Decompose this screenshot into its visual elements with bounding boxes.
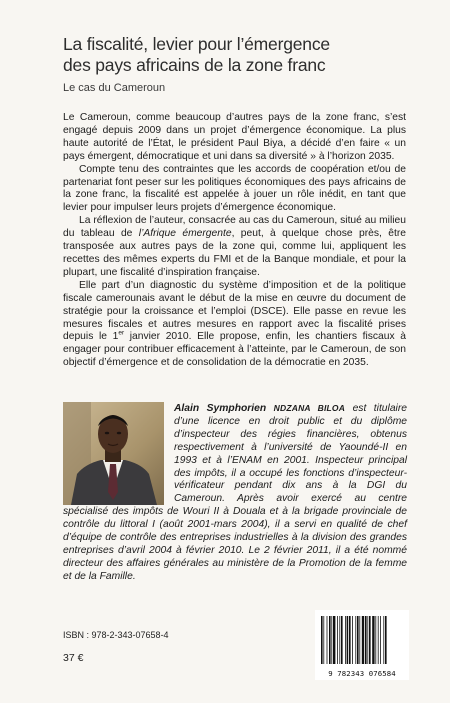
isbn-barcode [315,610,409,680]
title-line-1: La fiscalité, levier pour l’émergence [63,34,330,54]
paragraph-3-italic: l’Afrique émergente [138,228,232,240]
barcode-bar [380,616,381,664]
barcode-digits: 9 782343 076584 [328,669,396,678]
summary-paragraph-3 [63,215,406,280]
author-bio-text: est titulaire d’une licence en droit public et du diplôme d’inspecteur des régies financières, obtenus respectivement à l’université de Yaoundé-II en 1993 et à l’ENAM en 2001. Inspecteur principal des impôts, il a occupé les fonctions d’inspecteur-vérificateur pendant dix ans à la DGI du Cameroun. Après avoir exercé au centre spécialisé des impôts de Wouri II à Douala et à la brigade provinciale de contrôle du littoral I (août 2001-mars 2004), il a servi en qualité de chef d’équipe de contrôle des entreprises industrielles à la division des grandes entreprises d’avril 2004 à février 2010. Le 2 février 2011, il a été nommé directeur des affaires générales au ministère de la Promotion de la femme et de la Famille. [63,403,407,582]
paragraph-3-text-a: La réflexion de l’auteur, consacrée au cas du Cameroun, situé au milieu du tableau de [63,215,406,240]
title-line-2: des pays africains de la zone franc [63,55,326,75]
barcode-bar [367,616,368,664]
barcode-bar [359,616,360,664]
barcode-bar [345,616,346,664]
barcode-bar [385,616,387,664]
barcode-bar [352,616,353,664]
book-title [63,34,413,76]
barcode-bar [329,616,331,664]
barcode-bar [321,616,323,664]
author-biography [63,402,407,584]
barcode-bar [349,616,351,664]
barcode-bar [333,616,335,664]
isbn-number: ISBN : 978-2-343-07658-4 [63,630,169,640]
author-first-name: Alain Symphorien [174,403,274,414]
summary-paragraph-2: Compte tenu des contraintes que les accords de coopération et/ou de partenariat font peser sur les politiques économiques des pays africains de la zone franc, la fiscalité est appelée à jouer un rôle inédit, en tant que levier pour impulser leurs projets d’émergence économique. [63,163,406,214]
paragraph-3-text-b: , peut, à quelque chose près, être transposée aux autres pays de la zone qui, comme lui, appliquent les recettes des mêmes experts du FMI et de la Banque mondiale, et pour la plupart, une fiscalité d’inspiration française. [63,228,406,278]
back-cover-summary [63,112,406,370]
barcode-bar [375,616,376,664]
barcode-bar [341,616,343,664]
paragraph-4-text-b: janvier 2010. Elle propose, enfin, les chantiers fiscaux à engager pour contribuer efficacement à l’atteinte, par le Cameroun, de son objectif d’émergence et de consolidation de la démocratie en 2035. [63,331,406,369]
barcode-bar [323,616,324,664]
book-price: 37 € [63,652,84,664]
book-subtitle: Le cas du Cameroun [63,82,166,94]
barcode-bar [365,616,367,664]
barcode-bar [378,616,379,664]
barcode-bars [315,610,409,670]
author-surname: NDZANA BILOA [273,403,346,413]
barcode-bar [369,616,371,664]
paragraph-4-superscript: er [118,329,125,337]
barcode-bar [339,616,340,664]
barcode-bar [362,616,364,664]
photo-spacer [63,402,168,505]
barcode-bar [383,616,384,664]
barcode-bar [372,616,374,664]
barcode-bar [357,616,359,664]
barcode-bar [347,616,349,664]
summary-paragraph-4 [63,280,406,370]
summary-paragraph-1: Le Cameroun, comme beaucoup d’autres pays de la zone franc, s’est engagé depuis 2009 dans un projet d’émergence économique. La plus haute autorité de l’État, le président Paul Biya, a décidé d’en faire « un pays émergent, démocratique et uni dans sa diversité » à l’horizon 2035. [63,112,406,162]
barcode-bar [331,616,332,664]
author-name [174,403,345,414]
barcode-bar [355,616,356,664]
barcode-bar [337,616,338,664]
barcode-bar [327,616,328,664]
paragraph-4-text-a: Elle part d’un diagnostic du système d’imposition et de la politique fiscale camerounais avant le début de la mise en œuvre du document de stratégie pour la croissance et l’emploi (DSCE). Elle passe en revue les mesures fiscales et autres mesures en rapport avec la fiscalité prises depuis le 1 [63,279,406,343]
